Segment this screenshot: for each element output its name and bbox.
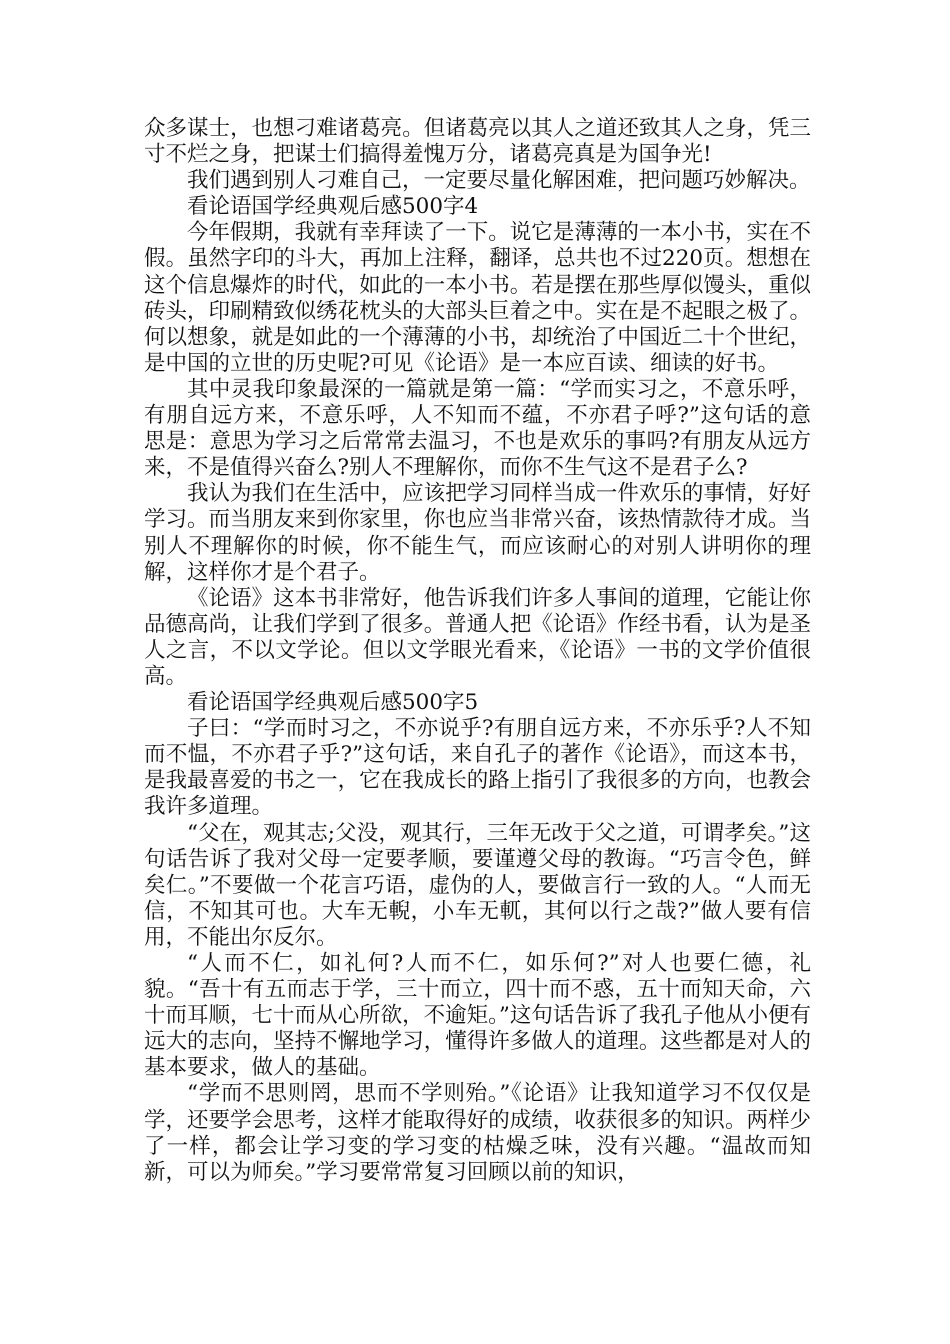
paragraph-6: 《论语》这本书非常好，他告诉我们许多人事间的道理，它能让你品德高尚，让我们学到了很多。普通人把《论语》作经书看，认为是圣人之言，不以文学论。但以文学眼光看来，《论语》一书的文学价值很高。 <box>144 585 811 689</box>
paragraph-4: 其中灵我印象最深的一篇就是第一篇：“学而实习之，不意乐呼，有朋自远方来，不意乐呼，人不知而不蕴，不亦君子呼?”这句话的意思是：意思为学习之后常常去温习，不也是欢乐的事吗?有朋友从远方来，不是值得兴奋么?别人不理解你，而你不生气这不是君子么? <box>144 376 811 481</box>
paragraph-8: “父在，观其志;父没，观其行，三年无改于父之道，可谓孝矣。”这句话告诉了我对父母一定要孝顺，要谨遵父母的教诲。“巧言令色，鲜矣仁。”不要做一个花言巧语，虚伪的人，要做言行一致的人。“人而无信，不知其可也。大车无輗，小车无軏，其何以行之哉?”做人要有信用，不能出尔反尔。 <box>144 820 811 950</box>
section-heading-5: 看论语国学经典观后感500字5 <box>187 690 479 716</box>
paragraph-1: 众多谋士，也想刁难诸葛亮。但诸葛亮以其人之道还致其人之身，凭三寸不烂之身，把谋士们搞得羞愧万分，诸葛亮真是为国争光! <box>144 116 811 168</box>
paragraph-9: “人而不仁，如礼何?人而不仁，如乐何?”对人也要仁德，礼貌。“吾十有五而志于学，三十而立，四十而不惑，五十而知天命，六十而耳顺，七十而从心所欲，不逾矩。”这句话告诉了我孔子他从小便有远大的志向，坚持不懈地学习，懂得许多做人的道理。这些都是对人的基本要求，做人的基础。 <box>144 951 811 1081</box>
paragraph-2: 我们遇到别人刁难自己，一定要尽量化解困难，把问题巧妙解决。 <box>187 168 811 194</box>
paragraph-5: 我认为我们在生活中，应该把学习同样当成一件欢乐的事情，好好学习。而当朋友来到你家里，你也应当非常兴奋，该热情款待才成。当别人不理解你的时候，你不能生气，而应该耐心的对别人讲明你的理解，这样你才是个君子。 <box>144 481 811 585</box>
document-page <box>144 116 811 1186</box>
section-heading-4: 看论语国学经典观后感500字4 <box>187 194 479 220</box>
paragraph-3: 今年假期，我就有幸拜读了一下。说它是薄薄的一本小书，实在不假。虽然字印的斗大，再加上注释，翻译，总共也不过220页。想想在这个信息爆炸的时代，如此的一本小书。若是摆在那些厚似馒头，重似砖头，印刷精致似绣花枕头的大部头巨着之中。实在是不起眼之极了。何以想象，就是如此的一个薄薄的小书，却统治了中国近二十个世纪，是中国的立世的历史呢?可见《论语》是一本应百读、细读的好书。 <box>144 220 811 376</box>
paragraph-7: 子曰：“学而时习之，不亦说乎?有朋自远方来，不亦乐乎?人不知而不愠，不亦君子乎?”这句话，来自孔子的著作《论语》，而这本书，是我最喜爱的书之一，它在我成长的路上指引了我很多的方向，也教会我许多道理。 <box>144 716 811 820</box>
paragraph-10: “学而不思则罔，思而不学则殆。”《论语》让我知道学习不仅仅是学，还要学会思考，这样才能取得好的成绩，收获很多的知识。两样少了一样，都会让学习变的学习变的枯燥乏味，没有兴趣。“温故而知新，可以为师矣。”学习要常常复习回顾以前的知识， <box>144 1081 811 1185</box>
